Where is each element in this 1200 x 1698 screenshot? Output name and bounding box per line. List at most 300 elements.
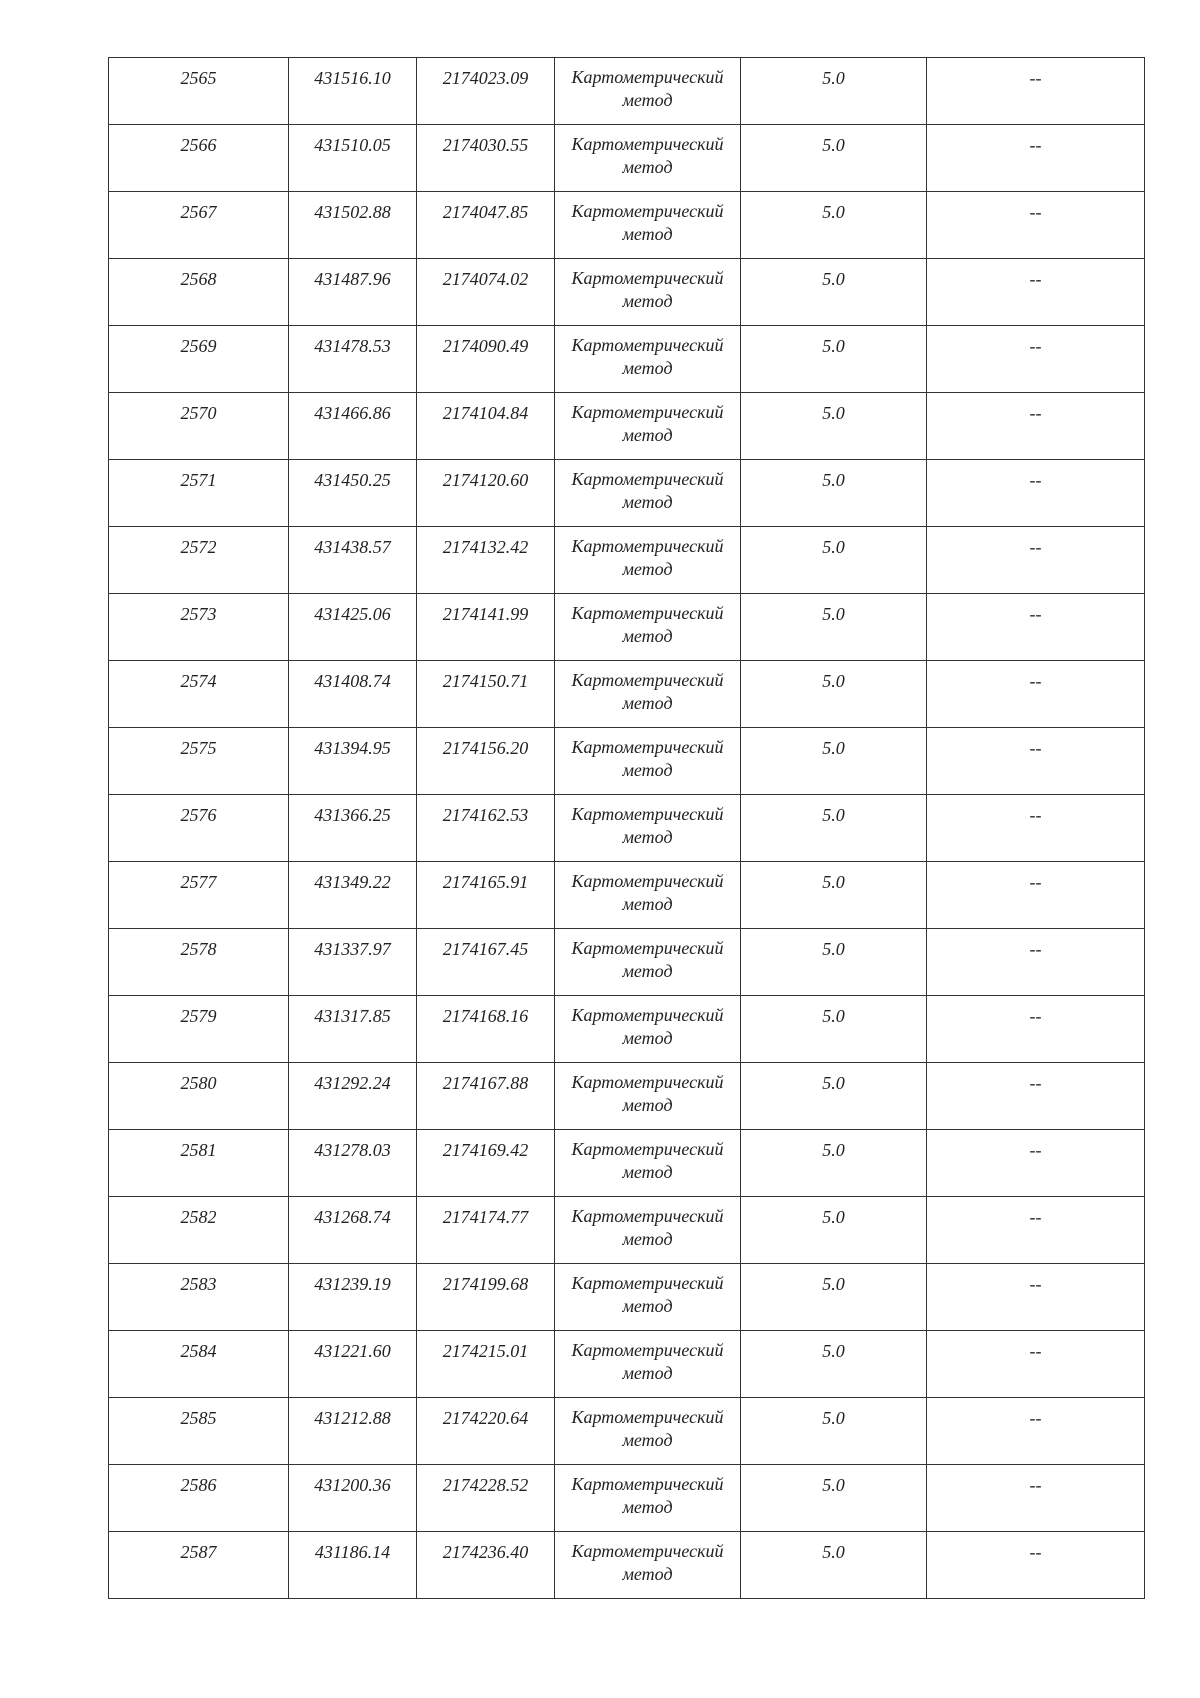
method-cell-text: Картометрический метод <box>571 1139 724 1182</box>
method-cell-text: Картометрический метод <box>571 1273 724 1316</box>
note-cell <box>927 1465 1145 1532</box>
x-coordinate-cell <box>289 527 417 594</box>
x-coordinate-cell <box>289 1331 417 1398</box>
note-cell-text: -- <box>1029 403 1042 423</box>
y-coordinate-cell <box>417 1331 555 1398</box>
x-coordinate-cell-text: 431317.85 <box>314 1006 391 1026</box>
note-cell-text: -- <box>1029 336 1042 356</box>
y-coordinate-cell-text: 2174162.53 <box>442 805 529 825</box>
table-row <box>109 1063 1145 1130</box>
accuracy-cell <box>741 125 927 192</box>
y-coordinate-cell-text: 2174167.88 <box>442 1073 529 1093</box>
note-cell-text: -- <box>1029 805 1042 825</box>
note-cell <box>927 1398 1145 1465</box>
x-coordinate-cell <box>289 929 417 996</box>
x-coordinate-cell <box>289 326 417 393</box>
accuracy-cell <box>741 996 927 1063</box>
note-cell-text: -- <box>1029 1073 1042 1093</box>
y-coordinate-cell <box>417 1264 555 1331</box>
y-coordinate-cell <box>417 1532 555 1599</box>
point-number-cell <box>109 1197 289 1264</box>
y-coordinate-cell-text: 2174132.42 <box>442 537 529 557</box>
x-coordinate-cell <box>289 460 417 527</box>
note-cell <box>927 1197 1145 1264</box>
note-cell-text: -- <box>1029 1475 1042 1495</box>
y-coordinate-cell <box>417 125 555 192</box>
x-coordinate-cell-text: 431394.95 <box>314 738 391 758</box>
note-cell <box>927 929 1145 996</box>
point-number-cell-text: 2586 <box>180 1475 217 1495</box>
accuracy-cell <box>741 795 927 862</box>
point-number-cell <box>109 1532 289 1599</box>
note-cell <box>927 326 1145 393</box>
x-coordinate-cell-text: 431239.19 <box>314 1274 391 1294</box>
y-coordinate-cell <box>417 728 555 795</box>
table-row <box>109 594 1145 661</box>
table-row <box>109 728 1145 795</box>
note-cell <box>927 1264 1145 1331</box>
y-coordinate-cell <box>417 929 555 996</box>
y-coordinate-cell-text: 2174167.45 <box>442 939 529 959</box>
method-cell <box>555 1532 741 1599</box>
table-row <box>109 1465 1145 1532</box>
point-number-cell-text: 2584 <box>180 1341 217 1361</box>
x-coordinate-cell-text: 431510.05 <box>314 135 391 155</box>
y-coordinate-cell-text: 2174074.02 <box>442 269 529 289</box>
point-number-cell-text: 2568 <box>180 269 217 289</box>
note-cell-text: -- <box>1029 269 1042 289</box>
x-coordinate-cell <box>289 1398 417 1465</box>
method-cell <box>555 1465 741 1532</box>
method-cell <box>555 1197 741 1264</box>
y-coordinate-cell <box>417 862 555 929</box>
note-cell-text: -- <box>1029 1140 1042 1160</box>
y-coordinate-cell-text: 2174090.49 <box>442 336 529 356</box>
y-coordinate-cell-text: 2174174.77 <box>442 1207 529 1227</box>
table-row <box>109 1197 1145 1264</box>
point-number-cell <box>109 862 289 929</box>
note-cell-text: -- <box>1029 68 1042 88</box>
point-number-cell-text: 2570 <box>180 403 217 423</box>
method-cell-text: Картометрический метод <box>571 871 724 914</box>
method-cell-text: Картометрический метод <box>571 603 724 646</box>
point-number-cell <box>109 929 289 996</box>
accuracy-cell <box>741 1130 927 1197</box>
x-coordinate-cell-text: 431502.88 <box>314 202 391 222</box>
accuracy-cell <box>741 192 927 259</box>
method-cell-text: Картометрический метод <box>571 804 724 847</box>
accuracy-cell <box>741 58 927 125</box>
x-coordinate-cell-text: 431268.74 <box>314 1207 391 1227</box>
y-coordinate-cell-text: 2174168.16 <box>442 1006 529 1026</box>
method-cell-text: Картометрический метод <box>571 1206 724 1249</box>
y-coordinate-cell-text: 2174199.68 <box>442 1274 529 1294</box>
note-cell <box>927 728 1145 795</box>
method-cell <box>555 1264 741 1331</box>
table-row <box>109 1331 1145 1398</box>
method-cell <box>555 326 741 393</box>
table-body <box>109 58 1145 1599</box>
y-coordinate-cell-text: 2174215.01 <box>442 1341 529 1361</box>
note-cell-text: -- <box>1029 1207 1042 1227</box>
x-coordinate-cell-text: 431212.88 <box>314 1408 391 1428</box>
table-row <box>109 393 1145 460</box>
x-coordinate-cell <box>289 192 417 259</box>
point-number-cell <box>109 795 289 862</box>
y-coordinate-cell-text: 2174030.55 <box>442 135 529 155</box>
method-cell-text: Картометрический метод <box>571 536 724 579</box>
table-row <box>109 1398 1145 1465</box>
table-row <box>109 862 1145 929</box>
table-row <box>109 527 1145 594</box>
y-coordinate-cell <box>417 661 555 728</box>
y-coordinate-cell-text: 2174120.60 <box>442 470 529 490</box>
table-row <box>109 996 1145 1063</box>
table-row <box>109 326 1145 393</box>
accuracy-cell-text: 5.0 <box>822 1475 845 1495</box>
method-cell-text: Картометрический метод <box>571 670 724 713</box>
point-number-cell <box>109 326 289 393</box>
method-cell <box>555 1331 741 1398</box>
y-coordinate-cell-text: 2174236.40 <box>442 1542 529 1562</box>
x-coordinate-cell-text: 431408.74 <box>314 671 391 691</box>
accuracy-cell <box>741 1264 927 1331</box>
accuracy-cell-text: 5.0 <box>822 202 845 222</box>
y-coordinate-cell-text: 2174228.52 <box>442 1475 529 1495</box>
note-cell-text: -- <box>1029 135 1042 155</box>
x-coordinate-cell-text: 431221.60 <box>314 1341 391 1361</box>
table-row <box>109 1532 1145 1599</box>
point-number-cell-text: 2581 <box>180 1140 217 1160</box>
accuracy-cell <box>741 460 927 527</box>
accuracy-cell <box>741 393 927 460</box>
x-coordinate-cell-text: 431186.14 <box>314 1542 391 1562</box>
note-cell-text: -- <box>1029 939 1042 959</box>
table-row <box>109 1264 1145 1331</box>
method-cell <box>555 996 741 1063</box>
accuracy-cell-text: 5.0 <box>822 336 845 356</box>
x-coordinate-cell <box>289 393 417 460</box>
method-cell <box>555 125 741 192</box>
x-coordinate-cell <box>289 1264 417 1331</box>
table-row <box>109 795 1145 862</box>
table-row <box>109 661 1145 728</box>
accuracy-cell-text: 5.0 <box>822 805 845 825</box>
note-cell-text: -- <box>1029 1542 1042 1562</box>
method-cell-text: Картометрический метод <box>571 1474 724 1517</box>
point-number-cell-text: 2583 <box>180 1274 217 1294</box>
accuracy-cell-text: 5.0 <box>822 135 845 155</box>
accuracy-cell-text: 5.0 <box>822 1408 845 1428</box>
point-number-cell-text: 2582 <box>180 1207 217 1227</box>
x-coordinate-cell <box>289 728 417 795</box>
y-coordinate-cell-text: 2174220.64 <box>442 1408 529 1428</box>
y-coordinate-cell-text: 2174104.84 <box>442 403 529 423</box>
x-coordinate-cell-text: 431366.25 <box>314 805 391 825</box>
y-coordinate-cell-text: 2174156.20 <box>442 738 529 758</box>
x-coordinate-cell <box>289 862 417 929</box>
x-coordinate-cell-text: 431349.22 <box>314 872 391 892</box>
note-cell <box>927 996 1145 1063</box>
accuracy-cell <box>741 1331 927 1398</box>
y-coordinate-cell <box>417 1063 555 1130</box>
table-row <box>109 58 1145 125</box>
method-cell <box>555 527 741 594</box>
method-cell <box>555 192 741 259</box>
note-cell-text: -- <box>1029 202 1042 222</box>
accuracy-cell <box>741 929 927 996</box>
x-coordinate-cell <box>289 58 417 125</box>
table-row <box>109 1130 1145 1197</box>
accuracy-cell-text: 5.0 <box>822 68 845 88</box>
y-coordinate-cell-text: 2174165.91 <box>442 872 529 892</box>
point-number-cell <box>109 393 289 460</box>
x-coordinate-cell-text: 431337.97 <box>314 939 391 959</box>
point-number-cell-text: 2573 <box>180 604 217 624</box>
y-coordinate-cell <box>417 1398 555 1465</box>
coordinates-table <box>108 57 1145 1599</box>
y-coordinate-cell-text: 2174150.71 <box>442 671 529 691</box>
accuracy-cell-text: 5.0 <box>822 1542 845 1562</box>
method-cell-text: Картометрический метод <box>571 1541 724 1584</box>
point-number-cell <box>109 259 289 326</box>
method-cell-text: Картометрический метод <box>571 134 724 177</box>
point-number-cell-text: 2585 <box>180 1408 217 1428</box>
x-coordinate-cell <box>289 594 417 661</box>
x-coordinate-cell <box>289 125 417 192</box>
accuracy-cell-text: 5.0 <box>822 1207 845 1227</box>
note-cell-text: -- <box>1029 872 1042 892</box>
method-cell-text: Картометрический метод <box>571 67 724 110</box>
accuracy-cell-text: 5.0 <box>822 939 845 959</box>
y-coordinate-cell <box>417 1130 555 1197</box>
note-cell-text: -- <box>1029 604 1042 624</box>
y-coordinate-cell <box>417 259 555 326</box>
point-number-cell <box>109 1063 289 1130</box>
method-cell <box>555 929 741 996</box>
note-cell <box>927 460 1145 527</box>
point-number-cell-text: 2587 <box>180 1542 217 1562</box>
note-cell <box>927 192 1145 259</box>
method-cell-text: Картометрический метод <box>571 469 724 512</box>
accuracy-cell <box>741 661 927 728</box>
point-number-cell <box>109 125 289 192</box>
accuracy-cell-text: 5.0 <box>822 470 845 490</box>
method-cell <box>555 728 741 795</box>
accuracy-cell <box>741 326 927 393</box>
point-number-cell-text: 2572 <box>180 537 217 557</box>
point-number-cell <box>109 1264 289 1331</box>
point-number-cell <box>109 527 289 594</box>
y-coordinate-cell <box>417 393 555 460</box>
method-cell <box>555 795 741 862</box>
x-coordinate-cell-text: 431450.25 <box>314 470 391 490</box>
y-coordinate-cell-text: 2174141.99 <box>442 604 529 624</box>
y-coordinate-cell <box>417 192 555 259</box>
note-cell <box>927 527 1145 594</box>
point-number-cell-text: 2578 <box>180 939 217 959</box>
y-coordinate-cell <box>417 795 555 862</box>
method-cell <box>555 259 741 326</box>
method-cell <box>555 862 741 929</box>
point-number-cell-text: 2579 <box>180 1006 217 1026</box>
x-coordinate-cell-text: 431425.06 <box>314 604 391 624</box>
x-coordinate-cell-text: 431200.36 <box>314 1475 391 1495</box>
method-cell <box>555 1130 741 1197</box>
accuracy-cell <box>741 527 927 594</box>
point-number-cell <box>109 728 289 795</box>
table-row <box>109 929 1145 996</box>
y-coordinate-cell <box>417 326 555 393</box>
y-coordinate-cell <box>417 1465 555 1532</box>
note-cell-text: -- <box>1029 1274 1042 1294</box>
accuracy-cell-text: 5.0 <box>822 1140 845 1160</box>
method-cell <box>555 58 741 125</box>
x-coordinate-cell <box>289 795 417 862</box>
note-cell <box>927 125 1145 192</box>
method-cell-text: Картометрический метод <box>571 1005 724 1048</box>
point-number-cell-text: 2565 <box>180 68 217 88</box>
note-cell-text: -- <box>1029 1341 1042 1361</box>
y-coordinate-cell-text: 2174047.85 <box>442 202 529 222</box>
note-cell <box>927 1532 1145 1599</box>
point-number-cell <box>109 661 289 728</box>
point-number-cell <box>109 460 289 527</box>
accuracy-cell <box>741 728 927 795</box>
note-cell <box>927 1130 1145 1197</box>
point-number-cell <box>109 58 289 125</box>
point-number-cell <box>109 1331 289 1398</box>
table-row <box>109 460 1145 527</box>
point-number-cell-text: 2569 <box>180 336 217 356</box>
note-cell <box>927 862 1145 929</box>
accuracy-cell <box>741 862 927 929</box>
note-cell-text: -- <box>1029 1006 1042 1026</box>
point-number-cell <box>109 1130 289 1197</box>
point-number-cell <box>109 1398 289 1465</box>
accuracy-cell <box>741 259 927 326</box>
accuracy-cell-text: 5.0 <box>822 1006 845 1026</box>
accuracy-cell <box>741 1063 927 1130</box>
note-cell <box>927 58 1145 125</box>
accuracy-cell-text: 5.0 <box>822 872 845 892</box>
y-coordinate-cell <box>417 996 555 1063</box>
accuracy-cell <box>741 1197 927 1264</box>
x-coordinate-cell-text: 431292.24 <box>314 1073 391 1093</box>
x-coordinate-cell <box>289 259 417 326</box>
x-coordinate-cell <box>289 1465 417 1532</box>
accuracy-cell-text: 5.0 <box>822 738 845 758</box>
y-coordinate-cell <box>417 1197 555 1264</box>
note-cell <box>927 393 1145 460</box>
table-row <box>109 259 1145 326</box>
note-cell-text: -- <box>1029 470 1042 490</box>
point-number-cell <box>109 996 289 1063</box>
point-number-cell-text: 2574 <box>180 671 217 691</box>
point-number-cell <box>109 594 289 661</box>
accuracy-cell-text: 5.0 <box>822 269 845 289</box>
x-coordinate-cell-text: 431516.10 <box>314 68 391 88</box>
note-cell-text: -- <box>1029 1408 1042 1428</box>
y-coordinate-cell <box>417 460 555 527</box>
point-number-cell-text: 2580 <box>180 1073 217 1093</box>
note-cell <box>927 594 1145 661</box>
point-number-cell-text: 2567 <box>180 202 217 222</box>
accuracy-cell-text: 5.0 <box>822 537 845 557</box>
method-cell <box>555 1063 741 1130</box>
method-cell-text: Картометрический метод <box>571 737 724 780</box>
method-cell <box>555 661 741 728</box>
x-coordinate-cell <box>289 1130 417 1197</box>
note-cell-text: -- <box>1029 537 1042 557</box>
method-cell-text: Картометрический метод <box>571 201 724 244</box>
point-number-cell-text: 2575 <box>180 738 217 758</box>
note-cell-text: -- <box>1029 738 1042 758</box>
x-coordinate-cell <box>289 996 417 1063</box>
x-coordinate-cell-text: 431438.57 <box>314 537 391 557</box>
accuracy-cell <box>741 1532 927 1599</box>
accuracy-cell <box>741 1465 927 1532</box>
x-coordinate-cell <box>289 661 417 728</box>
point-number-cell-text: 2577 <box>180 872 217 892</box>
accuracy-cell-text: 5.0 <box>822 1073 845 1093</box>
accuracy-cell-text: 5.0 <box>822 1341 845 1361</box>
y-coordinate-cell-text: 2174023.09 <box>442 68 529 88</box>
accuracy-cell <box>741 1398 927 1465</box>
point-number-cell-text: 2571 <box>180 470 217 490</box>
method-cell-text: Картометрический метод <box>571 1072 724 1115</box>
point-number-cell-text: 2566 <box>180 135 217 155</box>
y-coordinate-cell <box>417 527 555 594</box>
accuracy-cell-text: 5.0 <box>822 671 845 691</box>
x-coordinate-cell <box>289 1532 417 1599</box>
point-number-cell <box>109 1465 289 1532</box>
table-row <box>109 192 1145 259</box>
method-cell <box>555 594 741 661</box>
x-coordinate-cell-text: 431478.53 <box>314 336 391 356</box>
x-coordinate-cell <box>289 1197 417 1264</box>
note-cell <box>927 1331 1145 1398</box>
method-cell-text: Картометрический метод <box>571 938 724 981</box>
method-cell-text: Картометрический метод <box>571 1340 724 1383</box>
point-number-cell <box>109 192 289 259</box>
method-cell <box>555 460 741 527</box>
note-cell <box>927 661 1145 728</box>
accuracy-cell-text: 5.0 <box>822 604 845 624</box>
accuracy-cell <box>741 594 927 661</box>
method-cell-text: Картометрический метод <box>571 1407 724 1450</box>
x-coordinate-cell <box>289 1063 417 1130</box>
note-cell <box>927 259 1145 326</box>
note-cell-text: -- <box>1029 671 1042 691</box>
method-cell <box>555 1398 741 1465</box>
y-coordinate-cell-text: 2174169.42 <box>442 1140 529 1160</box>
method-cell-text: Картометрический метод <box>571 402 724 445</box>
x-coordinate-cell-text: 431487.96 <box>314 269 391 289</box>
method-cell <box>555 393 741 460</box>
method-cell-text: Картометрический метод <box>571 268 724 311</box>
accuracy-cell-text: 5.0 <box>822 1274 845 1294</box>
x-coordinate-cell-text: 431278.03 <box>314 1140 391 1160</box>
accuracy-cell-text: 5.0 <box>822 403 845 423</box>
x-coordinate-cell-text: 431466.86 <box>314 403 391 423</box>
note-cell <box>927 1063 1145 1130</box>
y-coordinate-cell <box>417 58 555 125</box>
y-coordinate-cell <box>417 594 555 661</box>
table-row <box>109 125 1145 192</box>
point-number-cell-text: 2576 <box>180 805 217 825</box>
note-cell <box>927 795 1145 862</box>
